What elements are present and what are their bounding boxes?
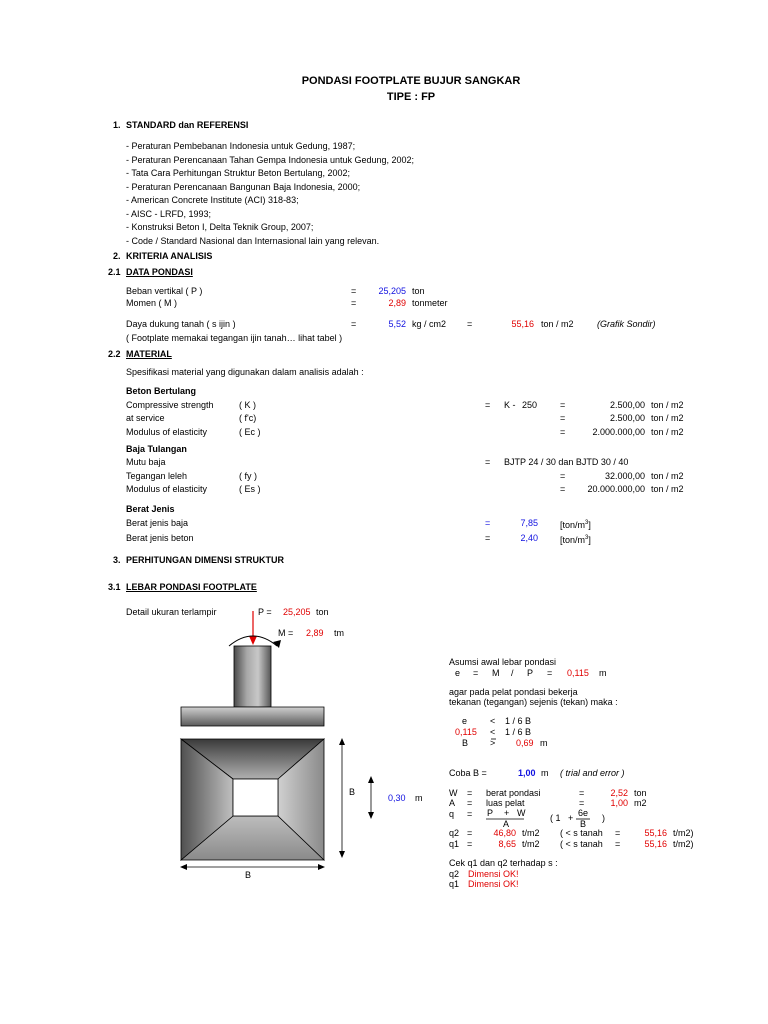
moment-m-label: M = — [278, 628, 294, 638]
row-label: at service — [126, 413, 165, 423]
symbol-m: M — [492, 668, 500, 678]
q2-limit-unit: t/m2) — [673, 828, 694, 838]
q1-compare: ( < s tanah — [560, 839, 603, 849]
coba-b-label: Coba B = — [449, 768, 487, 778]
equals-sign: = — [351, 298, 357, 308]
section-1-heading: STANDARD dan REFERENSI — [126, 120, 249, 130]
formula-open: ( 1 — [550, 813, 561, 823]
cond-rhs: 1 / 6 B — [505, 716, 532, 726]
asumsi-label: Asumsi awal lebar pondasi — [449, 657, 557, 667]
k-value: 250 — [522, 400, 538, 410]
equals-sign: = — [579, 788, 585, 798]
equals-sign: = — [615, 839, 621, 849]
row-label: Berat jenis beton — [126, 533, 194, 543]
momen-value: 2,89 — [388, 298, 406, 308]
reference-item: - Peraturan Perencanaan Bangunan Baja Indonesia, 2000; — [126, 182, 361, 192]
cond-op: < — [490, 716, 496, 726]
w-unit: ton — [634, 788, 647, 798]
check-q1-status: Dimensi OK! — [468, 879, 519, 889]
cond-lhs: e — [462, 716, 468, 726]
row-unit: $[ton/m^3]$ — [560, 520, 591, 530]
load-p-label: P = — [258, 607, 272, 617]
row-label: Tegangan leleh — [126, 471, 188, 481]
symbol-q2: q2 — [449, 828, 460, 838]
equals-sign: = — [485, 457, 491, 467]
page-subtitle: TIPE : FP — [386, 91, 436, 103]
momen-label: Momen ( M ) — [126, 298, 178, 308]
q1-limit-value: 55,16 — [644, 839, 667, 849]
trial-error-note: ( trial and error ) — [560, 768, 625, 778]
formula-plusminus: + — [568, 813, 574, 823]
section-22-heading: MATERIAL — [126, 349, 172, 359]
row-value: 7,85 — [520, 518, 538, 528]
slash: / — [511, 668, 514, 678]
mutu-baja-value: BJTP 24 / 30 dan BJTD 30 / 40 — [504, 457, 629, 467]
mutu-baja-label: Mutu baja — [126, 457, 166, 467]
baja-heading: Baja Tulangan — [126, 444, 187, 454]
equals-sign: = — [467, 839, 473, 849]
equals-sign: = — [560, 484, 566, 494]
equals-sign: = — [467, 788, 473, 798]
dimension-thickness — [368, 776, 374, 819]
beban-label: Beban vertikal ( P ) — [126, 286, 203, 296]
beban-unit: ton — [412, 286, 425, 296]
berat-jenis-heading: Berat Jenis — [126, 504, 175, 514]
formula-plusminus: + — [504, 808, 510, 818]
row-label: Berat jenis baja — [126, 518, 189, 528]
a-description: luas pelat — [486, 798, 525, 808]
q1-limit-unit: t/m2) — [673, 839, 694, 849]
q2-unit: t/m2 — [522, 828, 540, 838]
q1-value: 8,65 — [498, 839, 516, 849]
check-q1-symbol: q1 — [449, 879, 460, 889]
column-elevation — [234, 646, 271, 707]
row-value: 2.500,00 — [609, 400, 645, 410]
row-unit: ton / m2 — [651, 471, 684, 481]
cond-rhs: 1 / 6 B — [505, 727, 532, 737]
equals-sign: = — [467, 798, 473, 808]
check-q2-status: Dimensi OK! — [468, 869, 519, 879]
reference-item: - Peraturan Pembebanan Indonesia untuk Gedung, 1987; — [126, 141, 356, 151]
equals-sign: = — [485, 533, 491, 543]
thickness-unit: m — [415, 793, 423, 803]
row-unit: $[ton/m^3]$ — [560, 535, 591, 545]
symbol-q: q — [449, 809, 455, 819]
thickness-value: 0,30 — [388, 793, 406, 803]
formula-close: ) — [602, 813, 605, 823]
cond-lhs: 0,115 — [455, 727, 477, 737]
equals-sign: = — [467, 809, 473, 819]
equals-sign: = — [547, 668, 553, 678]
row-label: Compressive strength — [126, 400, 214, 410]
equals-sign: = — [467, 828, 473, 838]
load-p-value: 25,205 — [283, 607, 311, 617]
section-21-heading: DATA PONDASI — [126, 267, 193, 277]
daya-dukung-unit-2: ton / m2 — [541, 319, 574, 329]
section-3-heading: PERHITUNGAN DIMENSI STRUKTUR — [126, 555, 285, 565]
min-b-unit: m — [540, 738, 548, 748]
equals-sign: = — [615, 828, 621, 838]
cond-op: > — [490, 738, 496, 748]
formula-b: B — [580, 819, 587, 829]
dimension-b-label: B — [349, 787, 356, 797]
row-symbol: ( f'c) — [239, 413, 257, 423]
eccentricity-unit: m — [599, 668, 607, 678]
section-31-number: 3.1 — [108, 582, 121, 592]
section-22-number: 2.2 — [108, 349, 121, 359]
dimension-b-vertical — [339, 738, 345, 858]
reference-item: - Konstruksi Beton I, Delta Teknik Group, 2007; — [126, 222, 314, 232]
a-value: 1,00 — [610, 798, 628, 808]
load-p-unit: ton — [316, 607, 329, 617]
beban-value: 25,205 — [378, 286, 406, 296]
formula-a: A — [503, 819, 510, 829]
equals-sign: = — [473, 668, 479, 678]
row-value: 2.000.000,00 — [592, 427, 645, 437]
symbol-a: A — [449, 798, 456, 808]
agar-line-2: tekanan (tegangan) sejenis (tekan) maka : — [449, 697, 618, 707]
detail-note: Detail ukuran terlampir — [126, 607, 217, 617]
page-title: PONDASI FOOTPLATE BUJUR SANGKAR — [301, 75, 521, 87]
row-value: 2,40 — [520, 533, 538, 543]
row-label: Modulus of elasticity — [126, 427, 208, 437]
row-label: Modulus of elasticity — [126, 484, 208, 494]
section-3-number: 3. — [113, 555, 121, 565]
q2-value: 46,80 — [493, 828, 516, 838]
row-symbol: ( K ) — [239, 400, 256, 410]
moment-m-value: 2,89 — [306, 628, 324, 638]
coba-b-unit: m — [541, 768, 549, 778]
reference-item: - Code / Standard Nasional dan Internasional lain yang relevan. — [126, 236, 380, 246]
agar-line-1: agar pada pelat pondasi bekerja — [449, 687, 578, 697]
row-symbol: ( Es ) — [239, 484, 261, 494]
section-21-number: 2.1 — [108, 267, 121, 277]
eccentricity-value: 0,115 — [567, 668, 589, 678]
grafik-sondir-note: (Grafik Sondir) — [597, 319, 656, 329]
footplate-plan — [181, 739, 324, 860]
formula-6e: 6e — [578, 808, 589, 818]
equals-sign: = — [560, 413, 566, 423]
equals-sign: = — [485, 518, 491, 528]
cond-lhs: B — [462, 738, 469, 748]
equals-sign: = — [351, 286, 357, 296]
equals-sign: = — [351, 319, 357, 329]
symbol-w: W — [449, 788, 458, 798]
symbol-p: P — [527, 668, 534, 678]
dimension-b-bottom-label: B — [245, 870, 252, 880]
daya-dukung-value: 5,52 — [388, 319, 406, 329]
row-symbol: ( fy ) — [239, 471, 257, 481]
dimension-b-horizontal — [180, 864, 325, 870]
equals-sign: = — [560, 471, 566, 481]
q2-compare: ( < s tanah — [560, 828, 603, 838]
coba-b-value: 1,00 — [518, 768, 536, 778]
reference-item: - AISC - LRFD, 1993; — [126, 209, 212, 219]
cond-op: < — [490, 727, 496, 737]
load-arrow-icon — [249, 611, 257, 645]
symbol-e: e — [455, 668, 461, 678]
moment-m-unit: tm — [334, 628, 344, 638]
row-value: 2.500,00 — [609, 413, 645, 423]
section-1-number: 1. — [113, 120, 121, 130]
daya-dukung-value-2: 55,16 — [511, 319, 534, 329]
equals-sign: = — [467, 319, 473, 329]
footplate-elevation — [181, 707, 324, 726]
section-31-heading: LEBAR PONDASI FOOTPLATE — [126, 582, 257, 592]
w-value: 2,52 — [610, 788, 628, 798]
a-unit: m2 — [634, 798, 647, 808]
equals-sign: = — [560, 427, 566, 437]
row-symbol: ( Ec ) — [239, 427, 261, 437]
footplate-note: ( Footplate memakai tegangan ijin tanah… lihat tabel ) — [126, 333, 343, 343]
k-prefix: K - — [504, 400, 516, 410]
min-b-value: 0,69 — [516, 738, 534, 748]
row-unit: ton / m2 — [651, 484, 684, 494]
daya-dukung-unit: kg / cm2 — [412, 319, 447, 329]
row-value: 32.000,00 — [604, 471, 645, 481]
q2-limit-value: 55,16 — [644, 828, 667, 838]
equals-sign: = — [560, 400, 566, 410]
daya-dukung-label: Daya dukung tanah ( s ijin ) — [126, 319, 236, 329]
w-description: berat pondasi — [486, 788, 541, 798]
equals-sign: = — [485, 400, 491, 410]
symbol-q1: q1 — [449, 839, 460, 849]
reference-item: - Peraturan Perencanaan Tahan Gempa Indonesia untuk Gedung, 2002; — [126, 155, 415, 165]
beton-heading: Beton Bertulang — [126, 386, 197, 396]
reference-item: - Tata Cara Perhitungan Struktur Beton Bertulang, 2002; — [126, 168, 350, 178]
material-intro: Spesifikasi material yang digunakan dalam analisis adalah : — [126, 367, 364, 377]
formula-p: P — [487, 808, 494, 818]
reference-item: - American Concrete Institute (ACI) 318-83; — [126, 195, 299, 205]
section-2-number: 2. — [113, 251, 121, 261]
formula-w: W — [517, 808, 526, 818]
section-2-heading: KRITERIA ANALISIS — [126, 251, 213, 261]
row-unit: ton / m2 — [651, 427, 684, 437]
row-unit: ton / m2 — [651, 400, 684, 410]
q1-unit: t/m2 — [522, 839, 540, 849]
momen-unit: tonmeter — [412, 298, 448, 308]
check-q2-symbol: q2 — [449, 869, 460, 879]
row-unit: ton / m2 — [651, 413, 684, 423]
row-value: 20.000.000,00 — [587, 484, 645, 494]
cek-label: Cek q1 dan q2 terhadap s : — [449, 858, 558, 868]
equals-sign: = — [579, 798, 585, 808]
